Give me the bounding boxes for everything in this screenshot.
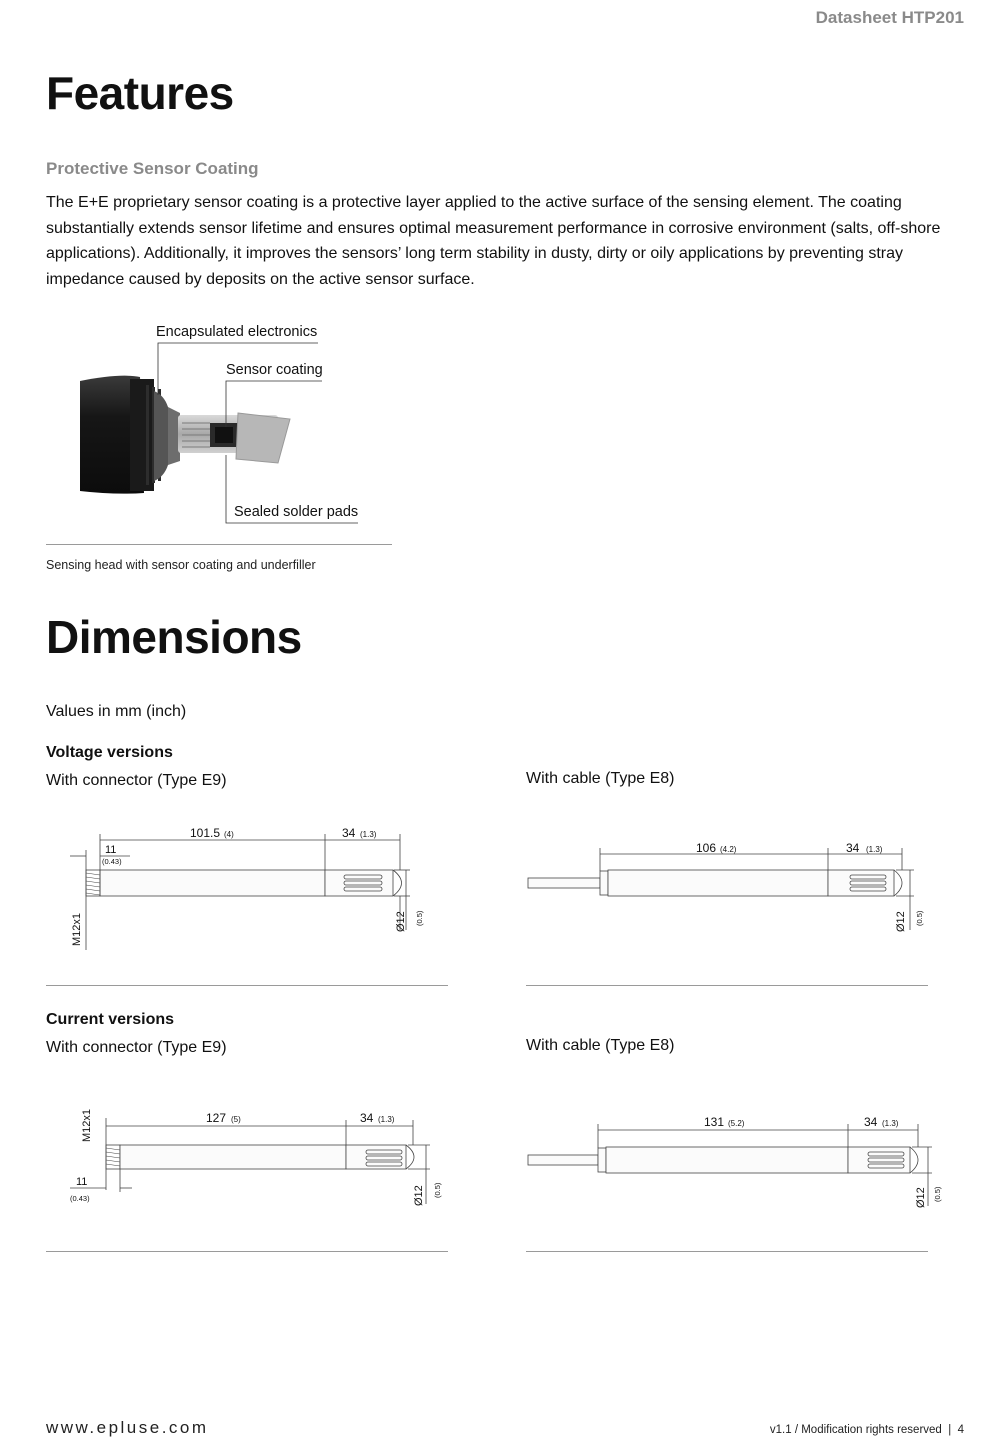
sensor-body-illustration [80,376,290,494]
dimensions-heading: Dimensions [46,611,302,663]
dim-thread: M12x1 [71,912,83,946]
dim-head: 34 [342,826,356,840]
current-cable-drawing [524,1100,944,1220]
footer-version: v1.1 / Modification rights reserved | 4 [769,1424,964,1436]
voltage-cable-drawing [524,830,934,950]
units-note: Values in mm (inch) [46,703,187,720]
current-connector-label: With connector (Type E9) [46,1039,227,1056]
dim-head-inch: (1.3) [866,845,883,854]
dim-head-inch: (1.3) [378,1115,395,1124]
dim-length-inch: (4.2) [720,845,737,854]
dim-length-inch: (5) [231,1115,241,1124]
footer-website-link[interactable]: www.epluse.com [46,1418,209,1437]
dim-thread-length-inch: (0.43) [102,857,122,866]
dim-head: 34 [864,1115,878,1129]
dim-diameter-inch: (0.5) [915,910,924,926]
figure-caption: Sensing head with sensor coating and underfiller [46,558,316,572]
dim-length: 127 [206,1111,227,1125]
dim-diameter: Ø12 [395,911,407,932]
label-encapsulated-electronics: Encapsulated electronics [156,324,318,340]
dim-diameter: Ø12 [895,911,907,932]
label-sensor-coating: Sensor coating [226,362,323,378]
current-versions-heading: Current versions [46,1011,175,1028]
dim-diameter: Ø12 [915,1187,927,1208]
document-title: Datasheet HTP201 [815,8,964,27]
label-sealed-solder-pads: Sealed solder pads [234,504,359,520]
dim-head: 34 [360,1111,374,1125]
voltage-cable-label: With cable (Type E8) [526,770,675,787]
current-connector-divider [46,1251,448,1252]
voltage-versions-heading: Voltage versions [46,744,173,761]
dim-head-inch: (1.3) [360,830,377,839]
voltage-connector-label: With connector (Type E9) [46,772,227,789]
dim-length: 101.5 [190,826,221,840]
dim-length: 131 [704,1115,725,1129]
coating-description: The E+E proprietary sensor coating is a protective layer applied to the active surface of the sensing element. The coating substantially extends sensor lifetime and ensures optimal measurement performance in corrosive environment (salts, off-shore applications). Additionally, it improves the sensors’ long term stability in dusty, dirty or oily applications by preventing stray impedance caused by deposits on the active sensor surface. [46,194,941,288]
voltage-cable-divider [526,985,928,986]
dim-diameter-inch: (0.5) [433,1182,442,1198]
dim-diameter: Ø12 [413,1185,425,1206]
dim-length-inch: (4) [224,830,234,839]
dim-diameter-inch: (0.5) [933,1186,942,1202]
dim-thread: M12x1 [81,1108,93,1142]
current-connector-drawing [60,1098,450,1218]
dim-thread-length: 11 [76,1176,88,1188]
voltage-connector-drawing [60,820,440,960]
dim-thread-length-inch: (0.43) [70,1194,90,1203]
dim-head: 34 [846,841,860,855]
current-cable-label: With cable (Type E8) [526,1037,675,1054]
voltage-connector-divider [46,985,448,986]
current-cable-divider [526,1251,928,1252]
dim-head-inch: (1.3) [882,1119,899,1128]
figure-divider [46,544,392,545]
sensing-head-figure [60,315,400,535]
dim-length: 106 [696,841,717,855]
dim-diameter-inch: (0.5) [415,910,424,926]
features-heading: Features [46,67,234,119]
dim-length-inch: (5.2) [728,1119,745,1128]
dim-thread-length: 11 [105,844,117,856]
protective-coating-subheading: Protective Sensor Coating [46,159,259,178]
